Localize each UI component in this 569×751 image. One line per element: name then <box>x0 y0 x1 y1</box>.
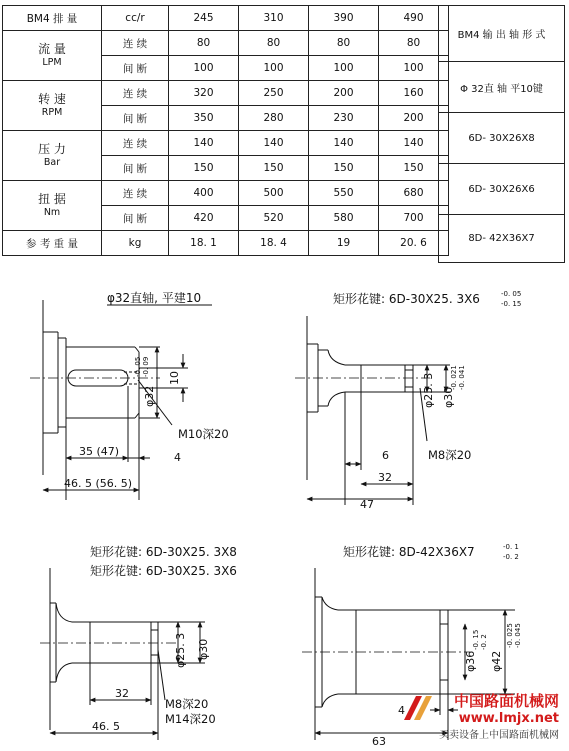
shaft-type-row: 6D- 30X26X8 <box>439 113 565 164</box>
drawing-3-title-2: 矩形花键: 6D-30X25. 3X6 <box>90 564 237 578</box>
drawing-2-offset: 6 <box>382 449 389 462</box>
drawing-1-key-offset: 4 <box>174 451 181 464</box>
drawing-3-title-1: 矩形花键: 6D-30X25. 3X8 <box>90 545 237 559</box>
spec-group-name: 压 力 <box>38 141 66 156</box>
spec-cell: 550 <box>309 181 379 206</box>
shaft-type-row: 8D- 42X36X7 <box>439 215 565 263</box>
drawing-1-tol-upper: -0. 05 <box>134 356 142 377</box>
spec-mode: 间 断 <box>102 156 169 181</box>
spec-cell: 150 <box>169 156 239 181</box>
spec-cell: 280 <box>239 106 309 131</box>
spec-mode: 间 断 <box>102 206 169 231</box>
drawing-2-spline-length: 32 <box>378 471 392 484</box>
drawing-4-title: 矩形花键: 8D-42X36X7 <box>343 545 475 559</box>
spec-group-name: 扭 据 <box>38 191 66 206</box>
spec-cell: 250 <box>239 81 309 106</box>
drawing-2-title-tol-lower: -0. 15 <box>501 300 522 308</box>
spec-cell: 200 <box>379 106 449 131</box>
spec-group-unit: Bar <box>43 156 61 168</box>
spec-cell: 18. 4 <box>239 231 309 256</box>
road-machinery-logo-icon <box>402 694 436 722</box>
drawing-3-thread-note-2: M14深20 <box>165 712 216 726</box>
spec-group-unit: LPM <box>42 56 62 68</box>
spec-cell: 500 <box>239 181 309 206</box>
spec-cell: 310 <box>239 6 309 31</box>
spec-cell: 680 <box>379 181 449 206</box>
spec-cell: 100 <box>169 56 239 81</box>
spec-cell: 350 <box>169 106 239 131</box>
spec-cell: 100 <box>309 56 379 81</box>
drawing-1-thread-note: M10深20 <box>178 427 229 441</box>
drawing-4-diameter: φ42 <box>490 650 503 672</box>
drawing-4-title-tol-lower: -0. 2 <box>503 553 519 561</box>
drawing-3-thread-note-1: M8深20 <box>165 697 209 711</box>
spec-cell: 100 <box>379 56 449 81</box>
spec-mode: 连 续 <box>102 181 169 206</box>
drawing-spline-shaft-6 <box>295 290 521 511</box>
spec-cell: 100 <box>239 56 309 81</box>
drawing-3-spline-length: 32 <box>115 687 129 700</box>
spec-cell: 80 <box>379 31 449 56</box>
spec-group-name: 流 量 <box>38 41 66 56</box>
watermark-site-url: www.lmjx.net <box>458 711 559 726</box>
spec-model-label: BM4 排 量 <box>3 6 102 31</box>
spec-cell: 140 <box>379 131 449 156</box>
spec-group-name: 转 速 <box>38 91 66 106</box>
spec-cell: 80 <box>309 31 379 56</box>
drawing-3-diameter: φ30 <box>197 638 210 660</box>
spec-cell: 320 <box>169 81 239 106</box>
spec-cell: 20. 6 <box>379 231 449 256</box>
spec-unit-label: cc/r <box>102 6 169 31</box>
spec-cell: 150 <box>239 156 309 181</box>
drawing-1-diameter: φ32 <box>143 385 156 407</box>
spec-weight-unit: kg <box>102 231 169 256</box>
spec-cell: 140 <box>169 131 239 156</box>
drawing-straight-shaft <box>30 290 229 500</box>
spec-mode: 连 续 <box>102 81 169 106</box>
spec-cell: 18. 1 <box>169 231 239 256</box>
spec-cell: 700 <box>379 206 449 231</box>
spec-cell: 390 <box>309 6 379 31</box>
drawing-4-tol-upper: -0. 025 <box>506 623 514 648</box>
drawing-2-minor-diameter: φ25. 3 <box>422 372 435 408</box>
spec-mode: 间 断 <box>102 106 169 131</box>
drawing-4-minor-diameter: φ36 <box>464 650 477 672</box>
drawing-4-tol-lower: -0. 045 <box>514 623 522 648</box>
spec-cell: 150 <box>309 156 379 181</box>
spec-weight-label: 参 考 重 量 <box>3 231 102 256</box>
drawing-4-title-tol-upper: -0. 1 <box>503 543 519 551</box>
shaft-type-row: Φ 32直 轴 平10键 <box>439 62 565 113</box>
drawing-2-tol-upper: -0. 021 <box>450 365 458 390</box>
spec-group-unit: Nm <box>43 206 61 218</box>
spec-cell: 19 <box>309 231 379 256</box>
spec-cell: 140 <box>239 131 309 156</box>
drawing-1-key-length: 35 (47) <box>79 445 120 458</box>
spec-mode: 间 断 <box>102 56 169 81</box>
spec-cell: 400 <box>169 181 239 206</box>
drawing-2-total-length: 47 <box>360 498 374 511</box>
watermark-site-name: 中国路面机械网 <box>453 692 559 710</box>
drawing-3-minor-diameter: φ25. 3 <box>174 632 187 668</box>
watermark <box>439 690 559 741</box>
spec-cell: 80 <box>169 31 239 56</box>
drawing-2-thread-note: M8深20 <box>428 448 472 462</box>
spec-cell: 520 <box>239 206 309 231</box>
spec-cell: 490 <box>379 6 449 31</box>
drawing-1-total-length: 46. 5 (56. 5) <box>64 477 133 490</box>
shaft-table-header: BM4 输 出 轴 形 式 <box>439 6 565 62</box>
spec-cell: 140 <box>309 131 379 156</box>
drawing-4-minor-tol-upper: -0. 15 <box>472 629 480 650</box>
drawing-spline-shaft-8 <box>40 544 237 740</box>
shaft-type-row: 6D- 30X26X6 <box>439 164 565 215</box>
spec-group-unit: RPM <box>41 106 63 118</box>
spec-cell: 200 <box>309 81 379 106</box>
spec-cell: 580 <box>309 206 379 231</box>
drawing-4-total-length: 63 <box>372 735 386 748</box>
spec-cell: 160 <box>379 81 449 106</box>
drawing-4-spline-offset: 4 <box>398 704 405 717</box>
spec-cell: 245 <box>169 6 239 31</box>
drawing-4-minor-tol-lower: -0. 2 <box>480 634 488 650</box>
drawing-1-title: φ32直轴, 平建10 <box>107 291 202 305</box>
drawing-1-tol-lower: -0. 09 <box>142 356 150 377</box>
drawing-2-title: 矩形花键: 6D-30X25. 3X6 <box>333 292 480 306</box>
spec-cell: 80 <box>239 31 309 56</box>
spec-mode: 连 续 <box>102 131 169 156</box>
spec-cell: 230 <box>309 106 379 131</box>
spec-cell: 420 <box>169 206 239 231</box>
drawing-2-tol-lower: -0. 041 <box>458 365 466 390</box>
drawing-2-title-tol-upper: -0. 05 <box>501 290 522 298</box>
watermark-logo-icon <box>402 694 436 726</box>
watermark-footer: 买卖设备上中国路面机械网 <box>439 730 559 741</box>
spec-mode: 连 续 <box>102 31 169 56</box>
spec-cell: 150 <box>379 156 449 181</box>
drawing-1-key-width: 10 <box>168 371 181 385</box>
drawing-2-diameter: φ30 <box>442 386 455 408</box>
drawing-3-total-length: 46. 5 <box>92 720 120 733</box>
